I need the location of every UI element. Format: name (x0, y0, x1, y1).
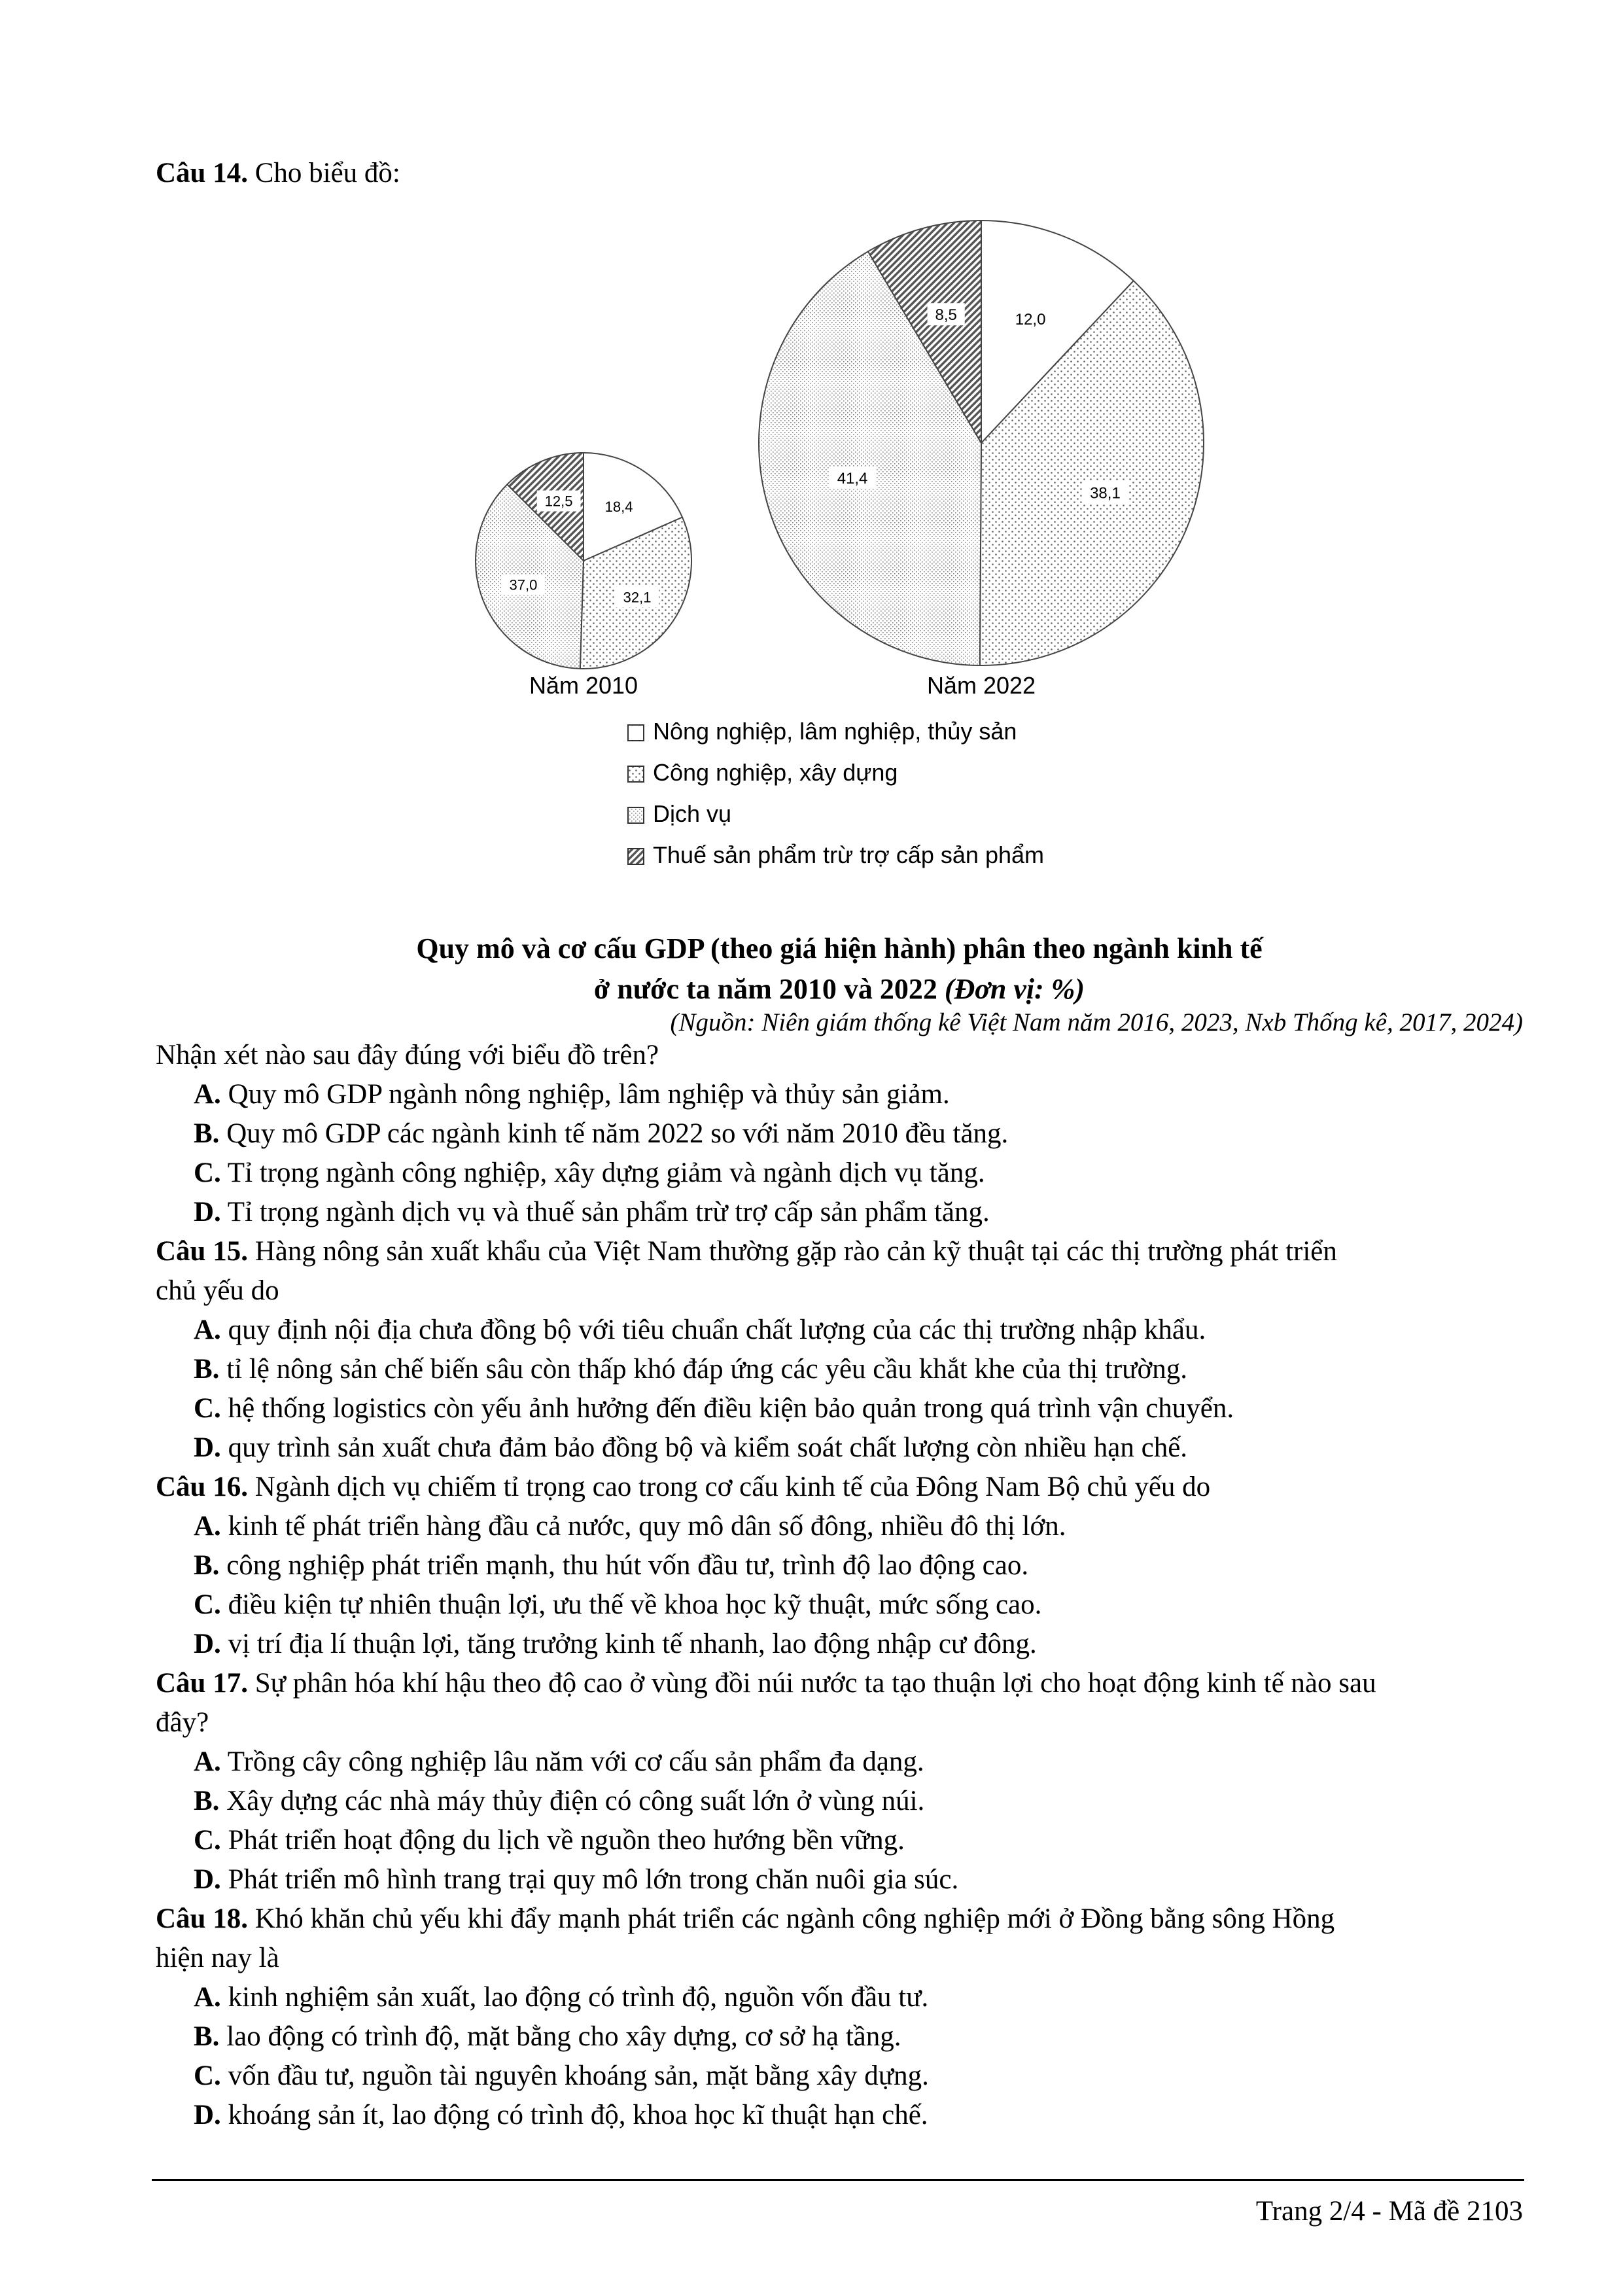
option-text: kinh tế phát triển hàng đầu cả nước, quy mô dân số đông, nhiều đô thị lớn. (228, 1511, 1066, 1542)
q16-stem-line1 (156, 1468, 1523, 1507)
q16-label: Câu 16. (156, 1472, 248, 1502)
gdp-pie-chart (445, 186, 1269, 906)
q15-stem-line2: chủ yếu do (156, 1275, 279, 1306)
q15-label: Câu 15. (156, 1236, 248, 1267)
legend-label-cong-nghiep: Công nghiệp, xây dựng (653, 759, 898, 786)
option-key: A. (194, 1982, 221, 2013)
q18-option-a[interactable] (156, 1978, 1523, 2017)
q16-option-a[interactable] (156, 1507, 1523, 1546)
pie-2022-label-dich-vu: 41,4 (837, 469, 868, 487)
legend-label-thue: Thuế sản phẩm trừ trợ cấp sản phẩm (653, 841, 1044, 868)
option-text: Xây dựng các nhà máy thủy điện có công suất lớn ở vùng núi. (226, 1786, 925, 1816)
q14-prompt: Nhận xét nào sau đây đúng với biểu đồ trên? (156, 1040, 659, 1070)
chart-svg (445, 186, 1269, 906)
option-key: B. (194, 2021, 220, 2052)
caption-unit: (Đơn vị: %) (944, 973, 1085, 1005)
option-key: A. (194, 1746, 221, 1777)
option-text: khoáng sản ít, lao động có trình độ, khoa học kĩ thuật hạn chế. (228, 2100, 928, 2130)
legend-swatch-cong-nghiep (628, 766, 644, 782)
chart-source: (Nguồn: Niên giám thống kê Việt Nam năm 2016, 2023, Nxb Thống kê, 2017, 2024) (670, 1008, 1523, 1036)
q14-body (156, 1036, 1523, 2135)
page-footer: Trang 2/4 - Mã đề 2103 (1255, 2196, 1523, 2227)
option-text: quy định nội địa chưa đồng bộ với tiêu chuẩn chất lượng của các thị trường nhập khẩu. (228, 1315, 1206, 1345)
pie-2022-label-nong-nghiep: 12,0 (1015, 310, 1046, 328)
legend-swatch-dich-vu (628, 807, 644, 823)
option-text: Quy mô GDP ngành nông nghiệp, lâm nghiệp và thủy sản giảm. (228, 1079, 950, 1110)
option-text: Phát triển hoạt động du lịch về nguồn theo hướng bền vững. (228, 1825, 905, 1856)
option-key: D. (194, 1864, 221, 1895)
pie-2010-label-cong-nghiep: 32,1 (623, 589, 652, 606)
option-key: C. (194, 2060, 221, 2091)
q16-option-d[interactable] (156, 1625, 1523, 1664)
option-text: Trồng cây công nghiệp lâu năm với cơ cấu sản phẩm đa dạng. (227, 1746, 924, 1777)
chart-caption-line1: Quy mô và cơ cấu GDP (theo giá hiện hành) phân theo ngành kinh tế (416, 932, 1263, 964)
option-text: vốn đầu tư, nguồn tài nguyên khoáng sản, mặt bằng xây dựng. (228, 2060, 929, 2091)
q14-option-d[interactable] (156, 1193, 1523, 1232)
option-key: B. (194, 1550, 220, 1581)
option-text: công nghiệp phát triển mạnh, thu hút vốn đầu tư, trình độ lao động cao. (226, 1550, 1029, 1581)
q14-text: Cho biểu đồ: (254, 158, 400, 188)
q18-label: Câu 18. (156, 1903, 248, 1934)
q14-label: Câu 14. (156, 158, 248, 188)
pie-2022 (759, 221, 1204, 665)
option-key: D. (194, 1432, 221, 1463)
option-text: Tỉ trọng ngành dịch vụ và thuế sản phẩm trừ trợ cấp sản phẩm tăng. (227, 1197, 990, 1227)
q16-option-b[interactable] (156, 1546, 1523, 1585)
q17-option-a[interactable] (156, 1742, 1523, 1782)
option-key: D. (194, 2100, 221, 2130)
q18-stem-line1 (156, 1899, 1523, 1939)
pie-2010-title: Năm 2010 (529, 672, 638, 699)
option-text: Quy mô GDP các ngành kinh tế năm 2022 so với năm 2010 đều tăng. (226, 1118, 1009, 1149)
option-text: quy trình sản xuất chưa đảm bảo đồng bộ và kiểm soát chất lượng còn nhiều hạn chế. (228, 1432, 1188, 1463)
q18-stem-text: Khó khăn chủ yếu khi đẩy mạnh phát triển các ngành công nghiệp mới ở Đồng bằng sông Hồng (254, 1903, 1335, 1934)
option-key: B. (194, 1354, 220, 1385)
option-text: điều kiện tự nhiên thuận lợi, ưu thế về khoa học kỹ thuật, mức sống cao. (228, 1589, 1042, 1620)
option-text: lao động có trình độ, mặt bằng cho xây dựng, cơ sở hạ tầng. (226, 2021, 901, 2052)
pie-2022-title: Năm 2022 (926, 672, 1036, 699)
q17-option-b[interactable] (156, 1782, 1523, 1821)
option-key: C. (194, 1157, 221, 1188)
option-key: A. (194, 1315, 221, 1345)
q17-option-c[interactable] (156, 1821, 1523, 1860)
q14-option-c[interactable] (156, 1154, 1523, 1193)
option-key: A. (194, 1079, 221, 1110)
option-key: A. (194, 1511, 221, 1542)
pie-2022-label-thue: 8,5 (935, 306, 957, 324)
q16-stem-text: Ngành dịch vụ chiếm tỉ trọng cao trong cơ cấu kinh tế của Đông Nam Bộ chủ yếu do (254, 1472, 1211, 1502)
q14-option-b[interactable] (156, 1114, 1523, 1154)
pie-2010-label-thue: 12,5 (544, 493, 573, 510)
chart-caption-line2 (156, 970, 1523, 1009)
option-text: hệ thống logistics còn yếu ảnh hưởng đến điều kiện bảo quản trong quá trình vận chuyển. (228, 1393, 1234, 1424)
q15-option-b[interactable] (156, 1350, 1523, 1389)
chart-legend (628, 718, 1044, 868)
legend-swatch-nong-nghiep (628, 725, 644, 741)
q17-label: Câu 17. (156, 1668, 248, 1699)
footer-divider (152, 2179, 1524, 2181)
q15-option-a[interactable] (156, 1311, 1523, 1350)
q18-stem-line2: hiện nay là (156, 1943, 279, 1973)
legend-label-dich-vu: Dịch vụ (653, 800, 732, 827)
pie-2010-label-dich-vu: 37,0 (509, 576, 538, 593)
q18-option-c[interactable] (156, 2057, 1523, 2096)
option-key: C. (194, 1825, 221, 1856)
option-key: B. (194, 1118, 220, 1149)
q17-option-d[interactable] (156, 1860, 1523, 1899)
q17-stem-line1 (156, 1664, 1523, 1703)
q17-stem-line2: đây? (156, 1707, 209, 1738)
option-key: C. (194, 1393, 221, 1424)
option-text: tỉ lệ nông sản chế biến sâu còn thấp khó đáp ứng các yêu cầu khắt khe của thị trường. (226, 1354, 1187, 1385)
option-text: kinh nghiệm sản xuất, lao động có trình độ, nguồn vốn đầu tư. (228, 1982, 929, 2013)
pie-2022-label-cong-nghiep: 38,1 (1090, 484, 1121, 503)
option-text: vị trí địa lí thuận lợi, tăng trưởng kinh tế nhanh, lao động nhập cư đông. (228, 1629, 1037, 1659)
q17-stem-text: Sự phân hóa khí hậu theo độ cao ở vùng đồi núi nước ta tạo thuận lợi cho hoạt động kinh tế nào sau (254, 1668, 1376, 1699)
q18-option-d[interactable] (156, 2096, 1523, 2135)
pie-2010 (476, 453, 691, 669)
caption-year-text: ở nước ta năm 2010 và 2022 (593, 973, 937, 1005)
q18-option-b[interactable] (156, 2017, 1523, 2057)
q14-option-a[interactable] (156, 1075, 1523, 1114)
option-key: D. (194, 1197, 221, 1227)
option-key: D. (194, 1629, 221, 1659)
q16-option-c[interactable] (156, 1585, 1523, 1625)
pie-2010-label-nong-nghiep: 18,4 (604, 499, 633, 516)
legend-label-nong-nghiep: Nông nghiệp, lâm nghiệp, thủy sản (653, 718, 1017, 745)
option-key: B. (194, 1786, 220, 1816)
q15-stem-line1 (156, 1232, 1523, 1271)
q15-option-c[interactable] (156, 1389, 1523, 1428)
q15-stem-text: Hàng nông sản xuất khẩu của Việt Nam thường gặp rào cản kỹ thuật tại các thị trường phát triển (254, 1236, 1337, 1267)
q15-option-d[interactable] (156, 1428, 1523, 1468)
option-key: C. (194, 1589, 221, 1620)
option-text: Phát triển mô hình trang trại quy mô lớn trong chăn nuôi gia súc. (228, 1864, 959, 1895)
option-text: Tỉ trọng ngành công nghiệp, xây dựng giảm và ngành dịch vụ tăng. (227, 1157, 985, 1188)
legend-swatch-thue (628, 849, 644, 864)
